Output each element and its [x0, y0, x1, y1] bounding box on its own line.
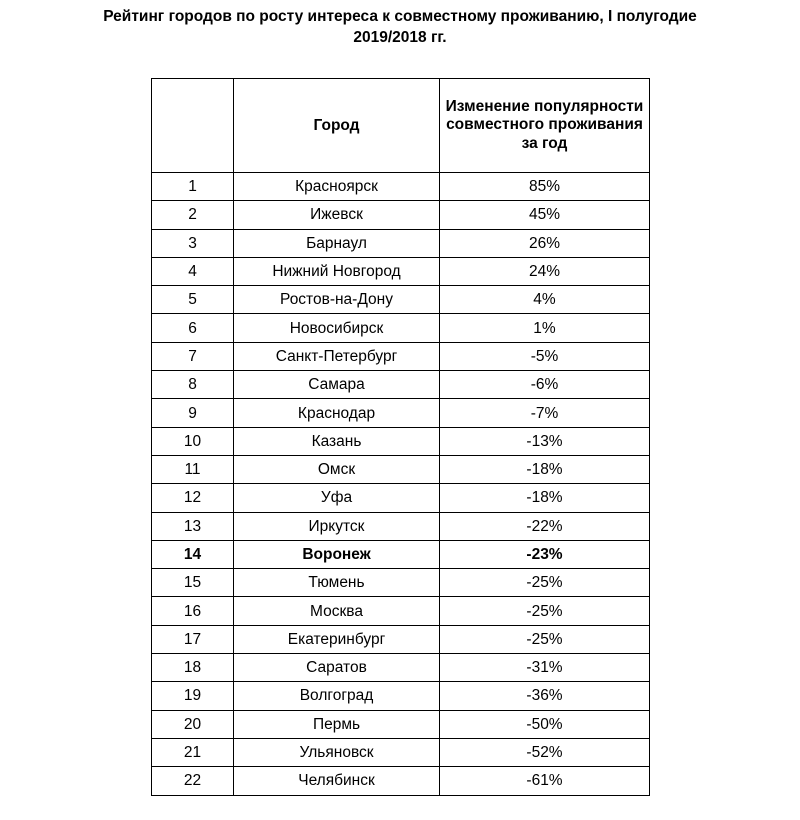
table-row: [152, 314, 650, 342]
rank-cell: 14: [152, 540, 234, 568]
table-header-row: [152, 79, 650, 173]
city-cell: Барнаул: [234, 229, 440, 257]
table-row: [152, 286, 650, 314]
change-cell: -13%: [440, 427, 650, 455]
change-cell: -18%: [440, 455, 650, 483]
rank-cell: 10: [152, 427, 234, 455]
city-cell: Ростов-на-Дону: [234, 286, 440, 314]
change-cell: -25%: [440, 625, 650, 653]
city-cell: Красноярск: [234, 173, 440, 201]
table-row: [152, 682, 650, 710]
change-cell: 4%: [440, 286, 650, 314]
change-cell: 1%: [440, 314, 650, 342]
table-row: [152, 597, 650, 625]
change-cell: 85%: [440, 173, 650, 201]
rank-cell: 11: [152, 455, 234, 483]
title-line-2: 2019/2018 гг.: [353, 29, 447, 46]
rank-cell: 9: [152, 399, 234, 427]
city-cell: Тюмень: [234, 569, 440, 597]
rank-cell: 7: [152, 342, 234, 370]
rank-cell: 12: [152, 484, 234, 512]
header-rank: [152, 79, 234, 173]
table-row: [152, 371, 650, 399]
city-cell: Саратов: [234, 654, 440, 682]
city-cell: Новосибирск: [234, 314, 440, 342]
rank-cell: 18: [152, 654, 234, 682]
table-row: [152, 625, 650, 653]
rank-cell: 3: [152, 229, 234, 257]
city-cell: Уфа: [234, 484, 440, 512]
city-cell: Ульяновск: [234, 738, 440, 766]
table-row: [152, 767, 650, 795]
table-row: [152, 738, 650, 766]
city-cell: Пермь: [234, 710, 440, 738]
table-row: [152, 512, 650, 540]
city-cell: Иркутск: [234, 512, 440, 540]
city-cell: Омск: [234, 455, 440, 483]
rank-cell: 5: [152, 286, 234, 314]
rank-cell: 6: [152, 314, 234, 342]
rank-cell: 20: [152, 710, 234, 738]
rank-cell: 1: [152, 173, 234, 201]
rank-cell: 4: [152, 257, 234, 285]
table-row: [152, 229, 650, 257]
table-row: [152, 484, 650, 512]
rank-cell: 19: [152, 682, 234, 710]
change-cell: -25%: [440, 569, 650, 597]
city-cell: Санкт-Петербург: [234, 342, 440, 370]
rank-cell: 15: [152, 569, 234, 597]
city-cell: Челябинск: [234, 767, 440, 795]
city-cell: Москва: [234, 597, 440, 625]
table-row: [152, 710, 650, 738]
table-row: [152, 399, 650, 427]
change-cell: -18%: [440, 484, 650, 512]
city-cell: Нижний Новгород: [234, 257, 440, 285]
rank-cell: 13: [152, 512, 234, 540]
rank-cell: 21: [152, 738, 234, 766]
rank-cell: 2: [152, 201, 234, 229]
table-row: [152, 427, 650, 455]
table-row: [152, 455, 650, 483]
change-cell: 24%: [440, 257, 650, 285]
change-cell: 26%: [440, 229, 650, 257]
rank-cell: 16: [152, 597, 234, 625]
change-cell: -25%: [440, 597, 650, 625]
header-change: Изменение популярности совместного проживания за год: [440, 79, 650, 173]
rank-cell: 8: [152, 371, 234, 399]
city-cell: Краснодар: [234, 399, 440, 427]
table-row: [152, 201, 650, 229]
city-cell: Воронеж: [234, 540, 440, 568]
rank-cell: 17: [152, 625, 234, 653]
change-cell: -7%: [440, 399, 650, 427]
table-row: [152, 540, 650, 568]
change-cell: -36%: [440, 682, 650, 710]
change-cell: -5%: [440, 342, 650, 370]
table-row: [152, 569, 650, 597]
city-cell: Самара: [234, 371, 440, 399]
city-cell: Ижевск: [234, 201, 440, 229]
header-city: Город: [234, 79, 440, 173]
table-row: [152, 257, 650, 285]
change-cell: -6%: [440, 371, 650, 399]
change-cell: -22%: [440, 512, 650, 540]
change-cell: -52%: [440, 738, 650, 766]
change-cell: -50%: [440, 710, 650, 738]
table-row: [152, 654, 650, 682]
city-cell: Казань: [234, 427, 440, 455]
change-cell: -61%: [440, 767, 650, 795]
city-cell: Екатеринбург: [234, 625, 440, 653]
page-title: [0, 6, 800, 48]
rank-cell: 22: [152, 767, 234, 795]
table-row: [152, 173, 650, 201]
table-body: [152, 173, 650, 796]
change-cell: 45%: [440, 201, 650, 229]
change-cell: -31%: [440, 654, 650, 682]
city-rating-table: [151, 78, 650, 796]
change-cell: -23%: [440, 540, 650, 568]
city-cell: Волгоград: [234, 682, 440, 710]
table-row: [152, 342, 650, 370]
title-line-1: Рейтинг городов по росту интереса к совместному проживанию, I полугодие: [103, 8, 697, 25]
